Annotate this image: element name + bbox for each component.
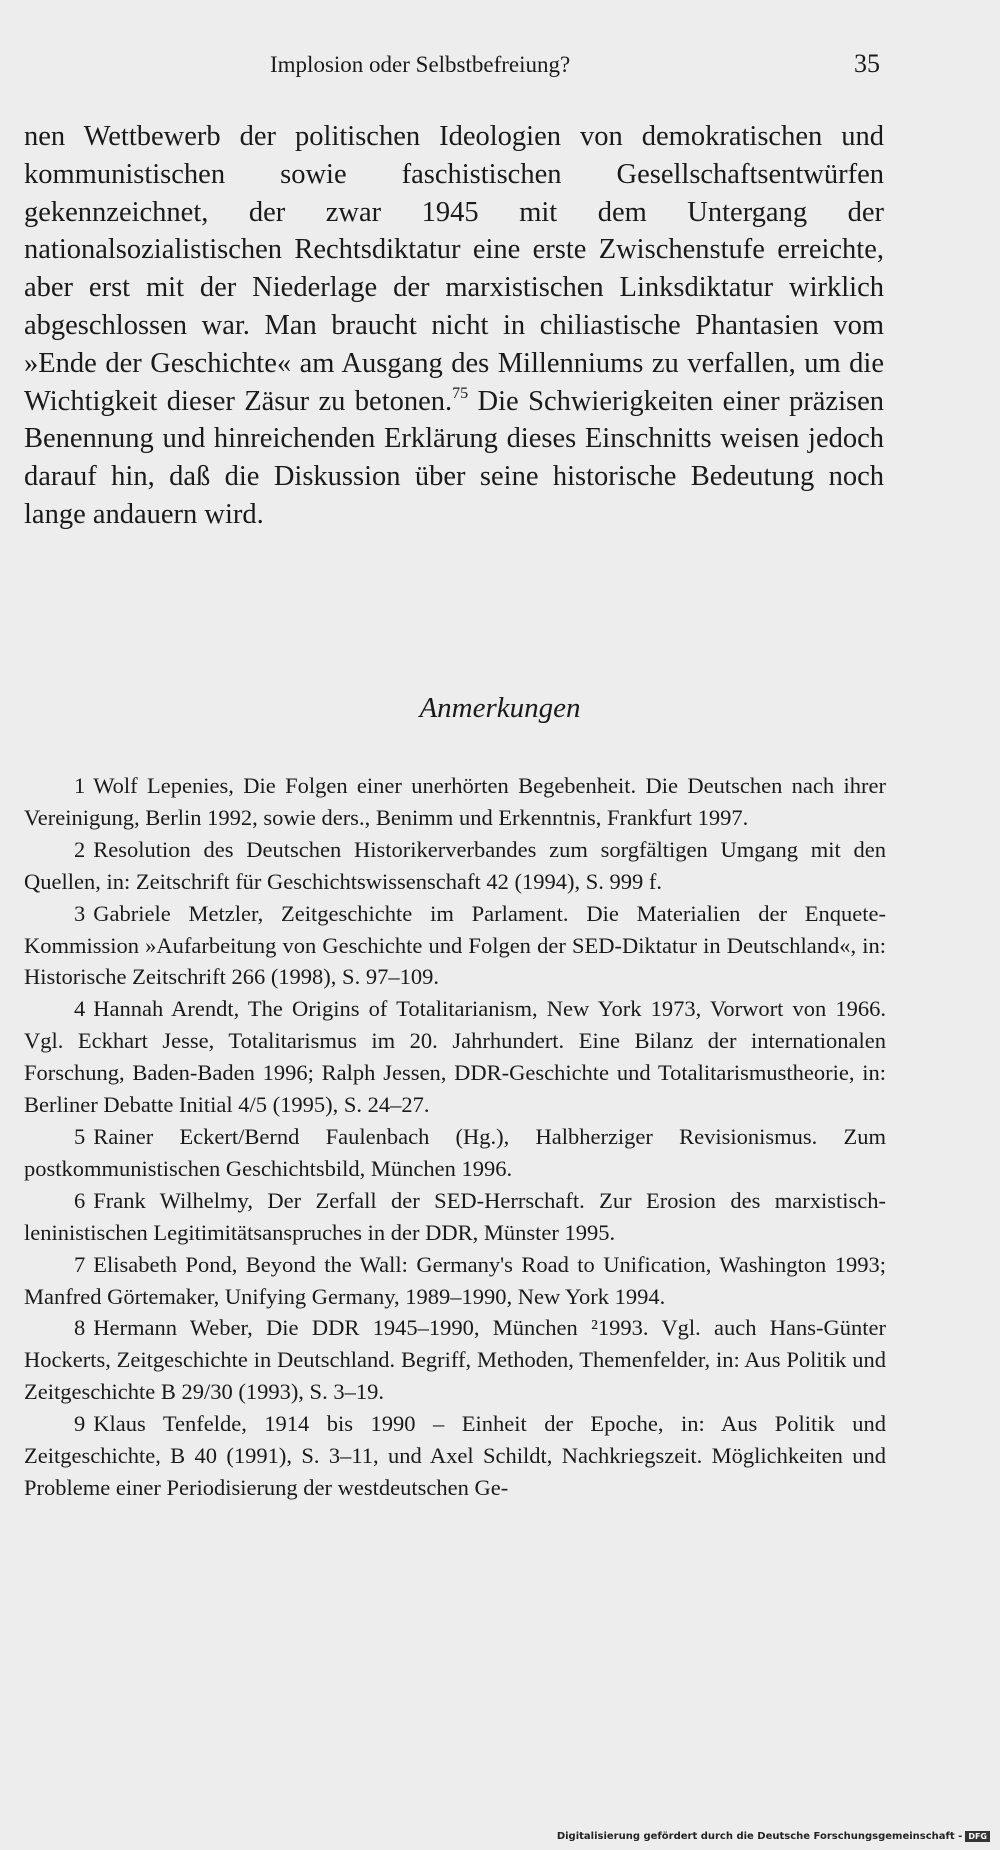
body-paragraph bbox=[24, 118, 884, 534]
note-item bbox=[24, 1185, 886, 1249]
note-number: 9 bbox=[74, 1411, 86, 1437]
note-number: 8 bbox=[74, 1315, 86, 1341]
page-number: 35 bbox=[854, 49, 880, 78]
note-text: Hannah Arendt, The Origins of Totalitarianism, New York 1973, Vorwort von 1966. Vgl. Eckhart Jesse, Totalitarismus im 20. Jahrhundert. Eine Bilanz der internationalen Forschung, Baden-Baden 1996; Ralph Jessen, DDR-Geschichte und Totalitarismustheorie, in: Berliner Debatte Initial 4/5 (1995), S. 24–27. bbox=[24, 996, 886, 1118]
note-item bbox=[24, 1408, 886, 1504]
note-text: Gabriele Metzler, Zeitgeschichte im Parlament. Die Materialien der Enquete-Kommission »Aufarbeitung von Geschichte und Folgen der SED-Diktatur in Deutschland«, in: Historische Zeitschrift 266 (1998), S. 97–109. bbox=[24, 900, 886, 990]
dfg-logo-icon: DFG bbox=[965, 1831, 990, 1842]
note-text: Elisabeth Pond, Beyond the Wall: Germany's Road to Unification, Washington 1993; Manfred Görtemaker, Unifying Germany, 1989–1990, New York 1994. bbox=[24, 1251, 886, 1309]
note-text: Rainer Eckert/Bernd Faulenbach (Hg.), Halbherziger Revisionismus. Zum postkommunistischen Geschichtsbild, München 1996. bbox=[24, 1123, 886, 1181]
note-number: 6 bbox=[74, 1187, 86, 1213]
body-text-rest: Die Schwierigkeiten einer präzisen Benennung und hinreichenden Erklärung dieses Einschnitts weisen jedoch darauf hin, daß die Diskussion über seine historische Bedeutung noch lange andauern wird. bbox=[24, 385, 884, 530]
note-item bbox=[24, 898, 886, 994]
credit-text: Digitalisierung gefördert durch die Deutsche Forschungsgemeinschaft - bbox=[556, 1831, 963, 1842]
note-number: 4 bbox=[74, 996, 86, 1022]
note-item bbox=[24, 834, 886, 898]
note-text: Resolution des Deutschen Historikerverbandes zum sorgfältigen Umgang mit den Quellen, in: Zeitschrift für Geschichtswissenschaft 42 (1994), S. 999 f. bbox=[24, 836, 886, 894]
note-number: 3 bbox=[74, 900, 86, 926]
note-item bbox=[24, 1249, 886, 1313]
note-text: Klaus Tenfelde, 1914 bis 1990 – Einheit der Epoche, in: Aus Politik und Zeitgeschichte, B 40 (1991), S. 3–11, und Axel Schildt, Nachkriegszeit. Möglichkeiten und Probleme einer Periodisierung der westdeutschen Ge- bbox=[24, 1411, 886, 1500]
running-header-title: Implosion oder Selbstbefreiung? bbox=[270, 52, 571, 77]
note-number: 7 bbox=[74, 1251, 86, 1277]
note-number: 1 bbox=[74, 773, 86, 798]
note-text: Frank Wilhelmy, Der Zerfall der SED-Herrschaft. Zur Erosion des marxistisch-leninistischen Legitimitätsanspruches in der DDR, Münster 1995. bbox=[24, 1187, 886, 1245]
note-text: Wolf Lepenies, Die Folgen einer unerhörten Begebenheit. Die Deutschen nach ihrer Vereinigung, Berlin 1992, sowie ders., Benimm und Erkenntnis, Frankfurt 1997. bbox=[24, 773, 886, 830]
notes-heading: Anmerkungen bbox=[419, 692, 581, 724]
note-number: 5 bbox=[74, 1123, 86, 1149]
note-item bbox=[24, 1312, 886, 1408]
note-number: 2 bbox=[74, 836, 86, 862]
note-item bbox=[24, 770, 886, 834]
footnote-reference[interactable]: 75 bbox=[452, 384, 469, 402]
note-item bbox=[24, 993, 886, 1121]
note-text: Hermann Weber, Die DDR 1945–1990, München ²1993. Vgl. auch Hans-Günter Hockerts, Zeitgeschichte in Deutschland. Begriff, Methoden, Themenfelder, in: Aus Politik und Zeitgeschichte B 29/30 (1993), S. 3–19. bbox=[24, 1315, 886, 1405]
notes-list bbox=[24, 770, 886, 1504]
note-item bbox=[24, 1121, 886, 1185]
digitization-credit bbox=[557, 1831, 990, 1842]
body-text-main: nen Wettbewerb der politischen Ideologien von demokratischen und kommunistischen sowie faschistischen Gesellschaftsentwürfen gekennzeichnet, der zwar 1945 mit dem Untergang der nationalsozialistischen Rechtsdiktatur eine erste Zwischenstufe erreichte, aber erst mit der Niederlage der marxistischen Linksdiktatur wirklich abgeschlossen war. Man braucht nicht in chiliastische Phantasien vom »Ende der Geschichte« am Ausgang des Millenniums zu verfallen, um die Wichtigkeit dieser Zäsur zu betonen. bbox=[24, 121, 884, 417]
